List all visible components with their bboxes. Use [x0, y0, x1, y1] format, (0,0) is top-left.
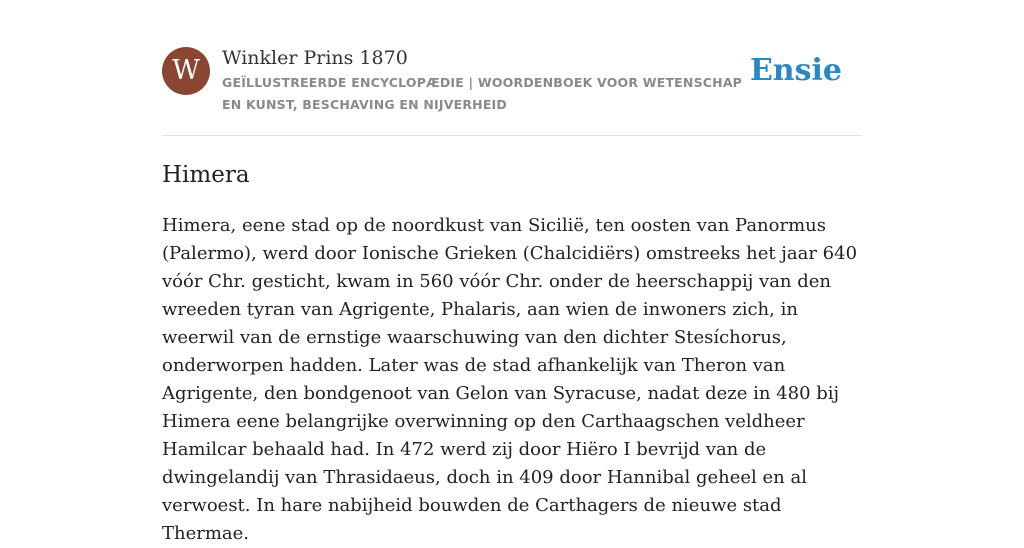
ensie-logo[interactable]: Ensie [749, 53, 842, 88]
source-title[interactable]: Winkler Prins 1870 [222, 47, 408, 69]
entry-body: Himera, eene stad op de noordkust van Sicilië, ten oosten van Panormus (Palermo), werd door Ionische Grieken (Chalcidiërs) omstreeks het jaar 640 vóór Chr. gesticht, kwam in 560 vóór Chr. onder de heerschappij van den wreeden tyran van Agrigente, Phalaris, aan wien de inwoners zich, in weerwil van de ernstige waarschuwing van den dichter Stesíchorus, onderworpen hadden. Later was de stad afhankelijk van Theron van Agrigente, den bondgenoot van Gelon van Syracuse, nadat deze in 480 bij Himera eene belangrijke overwinning op den Carthaagschen veldheer Hamilcar behaald had. In 472 werd zij door Hiëro I bevrijd van de dwingelandij van Thrasidaeus, doch in 409 door Hannibal geheel en al verwoest. In hare nabijheid bouwden de Carthagers de nieuwe stad Thermae. [162, 215, 858, 544]
header-divider [162, 135, 862, 136]
source-avatar[interactable]: W [162, 47, 210, 95]
source-subtitle: GEÏLLUSTREERDE ENCYCLOPÆDIE | WOORDENBOEK VOOR WETENSCHAP EN KUNST, BESCHAVING EN NIJVERHEID [222, 75, 743, 112]
source-header [162, 44, 862, 124]
entry-title: Himera [162, 162, 250, 188]
